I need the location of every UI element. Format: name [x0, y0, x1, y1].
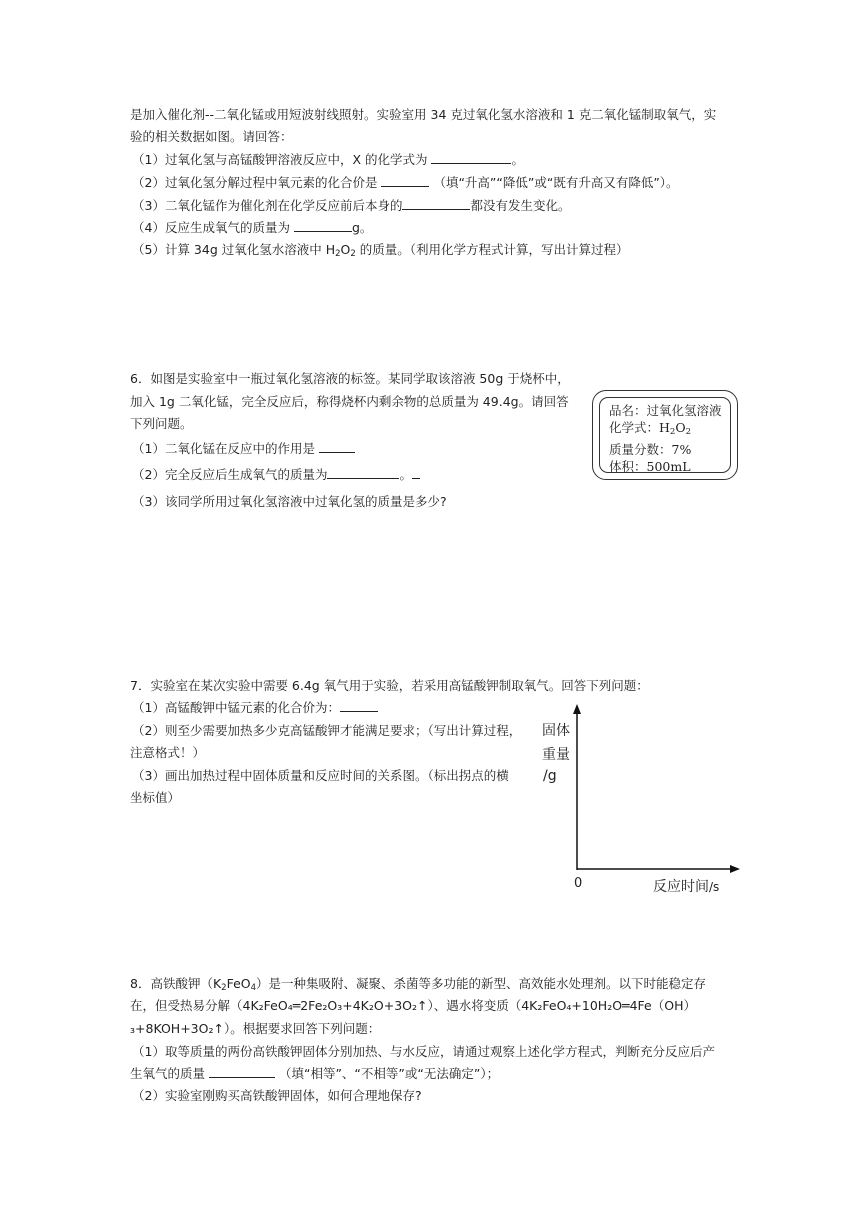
q6-stem-line1: 6．如图是实验室中一瓶过氧化氢溶液的标签。某同学取该溶液 50g 于烧杯中， [130, 371, 570, 386]
q6-stem-line3: 下列问题。 [130, 416, 193, 431]
q5-subquestion-4: （4）反应生成氧气的质量为 g。 [132, 220, 373, 235]
q8-stem-line3: ₃+8KOH+3O₂↑）。根据要求回答下列问题： [130, 1021, 381, 1036]
y-axis-label-1: 固体 [542, 723, 570, 739]
y-axis-unit: /g [543, 768, 557, 784]
q7-stem: 7．实验室在某次实验中需要 6.4g 氧气用于实验，若采用高锰酸钾制取氧气。回答下列问题： [130, 678, 649, 693]
reagent-label [592, 390, 738, 480]
q6-subquestion-2: （2）完全反应后生成氧气的质量为 。 [132, 464, 420, 486]
q8-subquestion-2: （2）实验室刚购买高铁酸钾固体，如何合理地保存? [132, 1088, 422, 1103]
label-mass-fraction: 质量分数：7% [609, 442, 692, 457]
answer-blank[interactable] [340, 698, 378, 712]
y-axis-label-2: 重量 [542, 747, 570, 763]
answer-blank[interactable] [319, 439, 355, 453]
graph-axes [540, 700, 750, 900]
q8-subquestion-1-line1: （1）取等质量的两份高铁酸钾固体分别加热、与水反应，请通过观察上述化学方程式，判断充分反应后产 [132, 1044, 715, 1059]
q5-subquestion-3: （3）二氧化锰作为催化剂在化学反应前后本身的 都没有发生变化。 [132, 198, 571, 213]
answer-blank[interactable] [209, 1064, 275, 1078]
q6-stem-line2: 加入 1g 二氧化锰，完全反应后，称得烧杯内剩余物的总质量为 49.4g。请回答 [130, 394, 569, 409]
answer-blank[interactable] [294, 218, 352, 232]
q7-subquestion-3-line2: 坐标值） [130, 790, 181, 805]
q8-stem-line2: 在，但受热易分解（4K₂FeO₄═2Fe₂O₃+4K₂O+3O₂↑）、遇水将变质（4K₂FeO₄+10H₂O═4Fe（OH） [130, 998, 696, 1013]
q5-subquestion-1: （1）过氧化氢与高锰酸钾溶液反应中，X 的化学式为 。 [132, 152, 524, 167]
q7-subquestion-2-line1: （2）则至少需要加热多少克高锰酸钾才能满足要求；（写出计算过程， [132, 723, 522, 738]
q8-subquestion-1-line2: 生氧气的质量 （填“相等”、“不相等”或“无法确定”）； [130, 1066, 500, 1081]
q5-subquestion-2: （2）过氧化氢分解过程中氧元素的化合价是 （填“升高”“降低”或“既有升高又有降低”）。 [132, 175, 679, 190]
y-axis-arrow-icon [573, 704, 581, 714]
q8-stem-line1: 8．高铁酸钾$(K_2FeO_4)$是一种集吸附、凝聚、杀菌等多功能的新型、高效能水处理剂。以下时能稳定存 [130, 976, 707, 993]
answer-blank[interactable] [431, 150, 511, 164]
q5-intro-line2: 验的相关数据如图。请回答： [130, 129, 293, 144]
graph-origin: 0 [574, 876, 583, 891]
q6-subquestion-1: （1）二氧化锰在反应中的作用是 [132, 438, 355, 460]
answer-blank[interactable] [402, 196, 470, 210]
x-axis-arrow-icon [730, 865, 740, 873]
mass-time-graph [540, 700, 750, 900]
label-volume: 体积：500mL [609, 459, 691, 474]
q6-subquestion-3: （3）该同学所用过氧化氢溶液中过氧化氢的质量是多少? [132, 494, 447, 509]
x-axis-label: 反应时间/s [653, 879, 720, 895]
label-chemical-formula: 化学式：$H_2O_2$ [609, 420, 691, 437]
q5-intro-line1: 是加入催化剂--二氧化锰或用短波射线照射。实验室用 34 克过氧化氢水溶液和 1 克二氧化锰制取氧气，实 [130, 107, 717, 122]
answer-blank[interactable] [327, 465, 399, 479]
q7-subquestion-2-line2: 注意格式！） [130, 745, 206, 760]
q7-subquestion-1: （1）高锰酸钾中锰元素的化合价为： [132, 697, 378, 719]
answer-blank[interactable] [381, 173, 429, 187]
reagent-label-inner [599, 397, 731, 473]
q7-subquestion-3-line1: （3）画出加热过程中固体质量和反应时间的关系图。（标出拐点的横 [132, 768, 509, 783]
label-product-name: 品名：过氧化氢溶液 [609, 403, 722, 418]
q5-subquestion-5: （5）计算 34g 过氧化氢水溶液中 $H_2O_2$ 的质量。（利用化学方程式计算，写出计算过程） [132, 242, 629, 259]
